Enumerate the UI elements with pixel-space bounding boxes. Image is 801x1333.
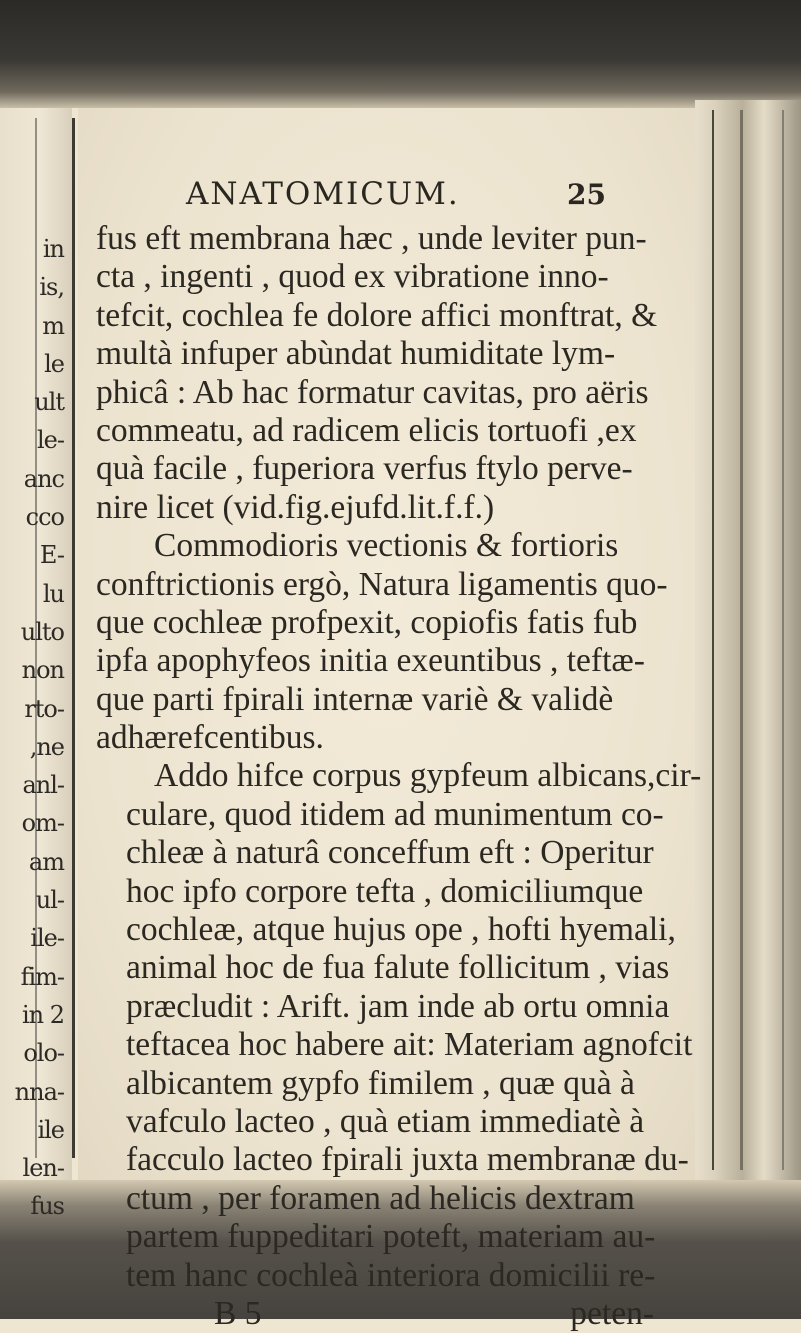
page-title: ANATOMICUM. [186,176,460,212]
margin-fragment: lu [42,579,64,608]
margin-fragment: in [42,235,64,263]
margin-fragment: is, [39,273,64,302]
text-line: facculo lacteo fpirali juxta membranæ du- [126,1141,689,1179]
margin-fragment: fim- [20,962,64,991]
text-line: ctum , per foramen ad helicis dextram [126,1179,635,1217]
margin-fragment: fus [30,1192,64,1221]
binding-line [782,110,784,1170]
body-text [96,220,702,1333]
text-line: animal hoc de fua falute follicitum , vias [126,949,670,987]
right-binding-edge [695,100,801,1190]
text-line: fus eft membrana hæc , unde leviter pun- [96,220,647,257]
margin-fragment: nna- [14,1077,64,1106]
text-line: partem fuppeditari poteft, materiam au- [126,1218,656,1256]
text-line: quà facile , fuperiora verfus ftylo perve- [96,450,633,488]
text-line: Commodioris vectionis & fortioris [154,527,619,565]
margin-fragment: m [42,311,64,340]
text-line: multà infuper abùndat humiditate lym- [96,335,616,373]
binding-line [712,110,714,1170]
margin-fragment: E- [39,541,64,570]
margin-fragment: le [44,349,64,378]
margin-fragment: anl- [22,771,64,800]
catchword: peten- [570,1294,654,1332]
text-line: conftrictionis ergò, Natura ligamentis quo- [96,565,668,603]
margin-fragment: olo- [23,1039,64,1068]
text-line: vafculo lacteo , quà etiam immediatè à [126,1102,645,1140]
gutter-rule [72,118,75,1158]
margin-fragment: anc [23,464,64,493]
margin-fragment: le- [37,426,64,455]
margin-fragment: non [21,656,64,685]
text-line: nire licet (vid.fig.ejufd.lit.f.f.) [96,488,495,526]
text-line: albicantem gypfo fimilem , quæ quà à [126,1064,635,1102]
text-line: adhærefcentibus. [96,719,324,757]
text-line: Addo hifce corpus gypfeum albicans,cir- [154,757,702,795]
margin-fragment: cco [25,503,64,532]
running-header [186,176,606,216]
text-line: teftacea hoc habere ait: Materiam agnofcit [126,1026,693,1064]
page-number: 25 [567,178,606,211]
text-line: cta , ingenti , quod ex vibratione inno- [96,258,609,296]
text-line: culare, quod itidem ad munimentum co- [126,795,664,833]
text-line: commeatu, ad radicem elicis tortuofi ,ex [96,411,637,449]
margin-fragment: ult [34,388,64,417]
text-line: tefcit, cochlea fe dolore affici monftrat, & [96,296,658,334]
text-line: que cochleæ profpexit, copiofis fatis fub [96,603,638,641]
text-line: hoc ipfo corpore tefta , domiciliumque [126,872,644,910]
margin-fragment: ulto [20,617,64,646]
text-line: ipfa apophyfeos initia exeuntibus , teftæ- [96,642,645,680]
margin-fragment: ile- [30,924,64,953]
margin-fragment: om- [21,809,64,838]
text-line: que parti fpirali internæ variè & validè [96,680,614,718]
signature-mark: B 5 [214,1294,262,1332]
text-line: phicâ : Ab hac formatur cavitas, pro aëris [96,373,649,411]
text-line: tem hanc cochleà interiora domicilii re- [126,1256,656,1294]
facing-page-text-fragments [0,230,70,1226]
margin-fragment: ile [37,1115,64,1144]
scan-top-edge [0,0,801,108]
margin-fragment: ,ne [29,732,64,761]
margin-fragment: in 2 [21,1000,64,1029]
binding-line [740,110,743,1170]
margin-fragment: am [28,847,64,876]
text-line: cochleæ, atque hujus ope , hofti hyemali, [126,911,676,949]
text-line: chleæ à naturâ conceffum eft : Operitur [126,834,654,872]
catchline [214,1295,654,1333]
text-line: præcludit : Arift. jam inde ab ortu omnia [126,987,670,1025]
margin-fragment: len- [22,1154,64,1183]
margin-fragment: rto- [24,694,64,723]
margin-fragment: ul- [35,886,64,915]
